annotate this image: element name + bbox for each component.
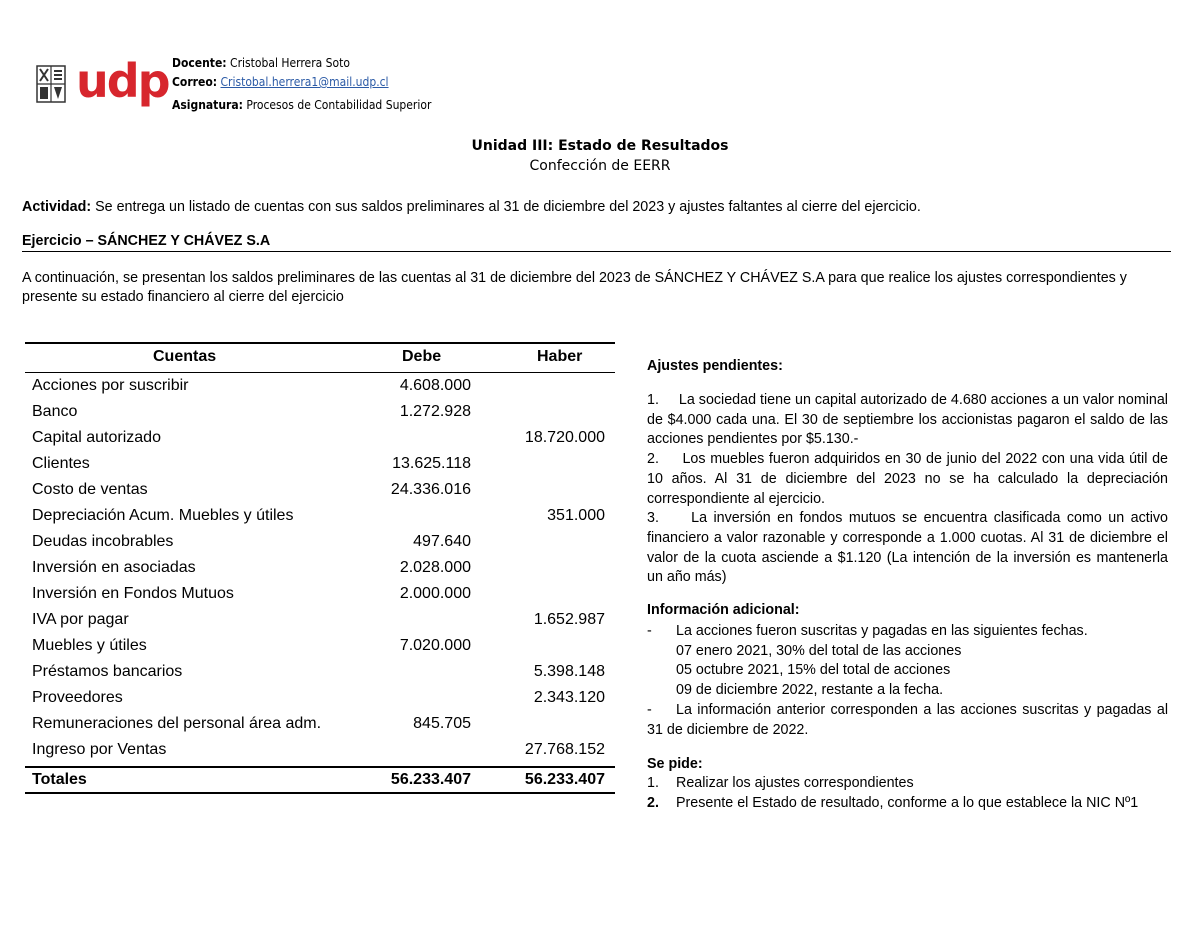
debe-value: 2.000.000 xyxy=(399,585,471,602)
table-row xyxy=(25,375,615,401)
totals-top-rule xyxy=(25,766,615,768)
sepide-num-2: 2. xyxy=(647,794,659,811)
ajuste-item-2: 2. Los muebles fueron adquiridos en 30 de junio del 2022 con una vida útil de 10 años. Al 31 de diciembre del 2023 no se ha calculado la depreciación correspondiente al ejercicio. xyxy=(647,451,1168,507)
trial-balance-table xyxy=(25,342,615,796)
table-row xyxy=(25,557,615,583)
ajuste-item-3: 3. La inversión en fondos mutuos se encuentra clasificada como un activo financiero a valor razonable y corresponde a 1.000 cuotas. Al 31 de diciembre el valor de la cuota asciende a $1.120 (La intención de la inversión es mantenerla un año más) xyxy=(647,510,1168,586)
header-rule xyxy=(25,372,615,373)
table-row xyxy=(25,635,615,661)
table-top-rule xyxy=(25,342,615,344)
totals-haber: 56.233.407 xyxy=(524,771,605,788)
ejercicio-title: Ejercicio – SÁNCHEZ Y CHÁVEZ S.A xyxy=(22,233,271,249)
ajuste-item-1: 1. La sociedad tiene un capital autorizado de 4.680 acciones a un valor nominal de $4.000 cada una. El 30 de septiembre los accionistas pagaron el saldo de las acciones pendientes por $5.130.- xyxy=(647,392,1168,448)
haber-value: 351.000 xyxy=(547,507,605,524)
table-row xyxy=(25,661,615,687)
account-name: Préstamos bancarios xyxy=(32,663,183,680)
account-name: Proveedores xyxy=(32,689,123,706)
table-row xyxy=(25,505,615,531)
sepide-item-2 xyxy=(647,794,1168,814)
sepide-list xyxy=(647,774,1168,813)
table-row xyxy=(25,427,615,453)
account-name: Depreciación Acum. Muebles y útiles xyxy=(32,507,294,524)
table-row xyxy=(25,687,615,713)
debe-value: 13.625.118 xyxy=(392,455,471,472)
debe-value: 497.640 xyxy=(413,533,471,550)
actividad-label: Actividad: xyxy=(22,199,92,215)
account-name: Muebles y útiles xyxy=(32,637,147,654)
account-name: Acciones por suscribir xyxy=(32,377,189,394)
docente-label: Docente: xyxy=(172,56,227,70)
docente-value: Cristobal Herrera Soto xyxy=(230,56,350,70)
docente-line xyxy=(172,56,350,70)
debe-value: 2.028.000 xyxy=(399,559,471,576)
ajustes-list xyxy=(647,391,1168,588)
debe-value: 1.272.928 xyxy=(399,403,471,420)
haber-value: 18.720.000 xyxy=(524,429,605,446)
info-bullet-1-text: La acciones fueron suscritas y pagadas en las siguientes fechas. xyxy=(676,623,1088,639)
correo-line xyxy=(172,75,389,89)
debe-value: 7.020.000 xyxy=(399,637,471,654)
sepide-item-1 xyxy=(647,774,1168,794)
info-bullet-2-text: La información anterior corresponden a las acciones suscritas y pagadas al 31 de diciembre de 2022. xyxy=(647,701,1168,738)
sepide-text-2: Presente el Estado de resultado, conforme a lo que establece la NIC Nº1 xyxy=(676,794,1139,811)
debe-value: 24.336.016 xyxy=(390,481,471,498)
sepide-text-1: Realizar los ajustes correspondientes xyxy=(676,775,914,791)
account-name: Deudas incobrables xyxy=(32,533,174,550)
table-row xyxy=(25,479,615,505)
totals-debe: 56.233.407 xyxy=(390,771,471,788)
account-name: Costo de ventas xyxy=(32,481,148,498)
unit-title: Unidad III: Estado de Resultados xyxy=(471,138,729,154)
totals-label: Totales xyxy=(32,771,87,788)
correo-link[interactable]: Cristobal.herrera1@mail.udp.cl xyxy=(220,75,389,89)
info-title: Información adicional: xyxy=(647,602,800,618)
correo-label: Correo: xyxy=(172,75,218,89)
haber-value: 1.652.987 xyxy=(533,611,605,628)
info-bullet-2: - La información anterior corresponden a las acciones suscritas y pagadas al 31 de diciembre de 2022. xyxy=(647,701,1168,738)
info-date-2: 05 octubre 2021, 15% del total de acciones xyxy=(676,662,951,679)
ejercicio-intro: A continuación, se presentan los saldos preliminares de las cuentas al 31 de diciembre del 2023 de SÁNCHEZ Y CHÁVEZ S.A para que realice los ajustes correspondientes y presente su estado financiero al cierre del ejercicio xyxy=(22,270,1127,305)
account-name: Remuneraciones del personal área adm. xyxy=(32,715,322,732)
account-name: IVA por pagar xyxy=(32,611,129,628)
table-bottom-rule xyxy=(25,792,615,794)
header-haber: Haber xyxy=(537,348,583,365)
udp-logo: udp xyxy=(76,54,169,108)
sepide-num-1: 1. xyxy=(647,775,659,791)
header-debe: Debe xyxy=(402,348,442,365)
table-row xyxy=(25,531,615,557)
header-cuentas: Cuentas xyxy=(153,348,217,365)
account-name: Capital autorizado xyxy=(32,429,161,446)
university-crest-icon xyxy=(36,65,66,103)
table-row xyxy=(25,739,615,765)
account-name: Clientes xyxy=(32,455,90,472)
info-date-3: 09 de diciembre 2022, restante a la fecha. xyxy=(676,682,944,699)
debe-value: 4.608.000 xyxy=(399,377,471,394)
asignatura-value: Procesos de Contabilidad Superior xyxy=(246,98,432,112)
haber-value: 5.398.148 xyxy=(533,663,605,680)
ajustes-title: Ajustes pendientes: xyxy=(647,358,783,374)
table-row xyxy=(25,453,615,479)
section-divider xyxy=(22,251,1171,252)
table-row xyxy=(25,713,615,739)
table-row xyxy=(25,401,615,427)
sepide-title: Se pide: xyxy=(647,756,703,772)
account-name: Inversión en Fondos Mutuos xyxy=(32,585,234,602)
account-name: Ingreso por Ventas xyxy=(32,741,167,758)
table-row xyxy=(25,583,615,609)
haber-value: 27.768.152 xyxy=(524,741,605,758)
unit-subtitle: Confección de EERR xyxy=(529,158,671,174)
account-name: Inversión en asociadas xyxy=(32,559,196,576)
info-bullet-1: - La acciones fueron suscritas y pagadas en las siguientes fechas. xyxy=(647,623,1088,639)
table-row xyxy=(25,609,615,635)
actividad-text: Se entrega un listado de cuentas con sus saldos preliminares al 31 de diciembre del 2023 y ajustes faltantes al cierre del ejercicio. xyxy=(95,199,921,215)
info-block xyxy=(647,622,1168,740)
asignatura-line xyxy=(172,98,431,112)
asignatura-label: Asignatura: xyxy=(172,98,243,112)
actividad-paragraph xyxy=(22,198,1182,217)
debe-value: 845.705 xyxy=(413,715,471,732)
account-name: Banco xyxy=(32,403,78,420)
haber-value: 2.343.120 xyxy=(533,689,605,706)
info-date-1: 07 enero 2021, 30% del total de las acciones xyxy=(676,642,962,659)
